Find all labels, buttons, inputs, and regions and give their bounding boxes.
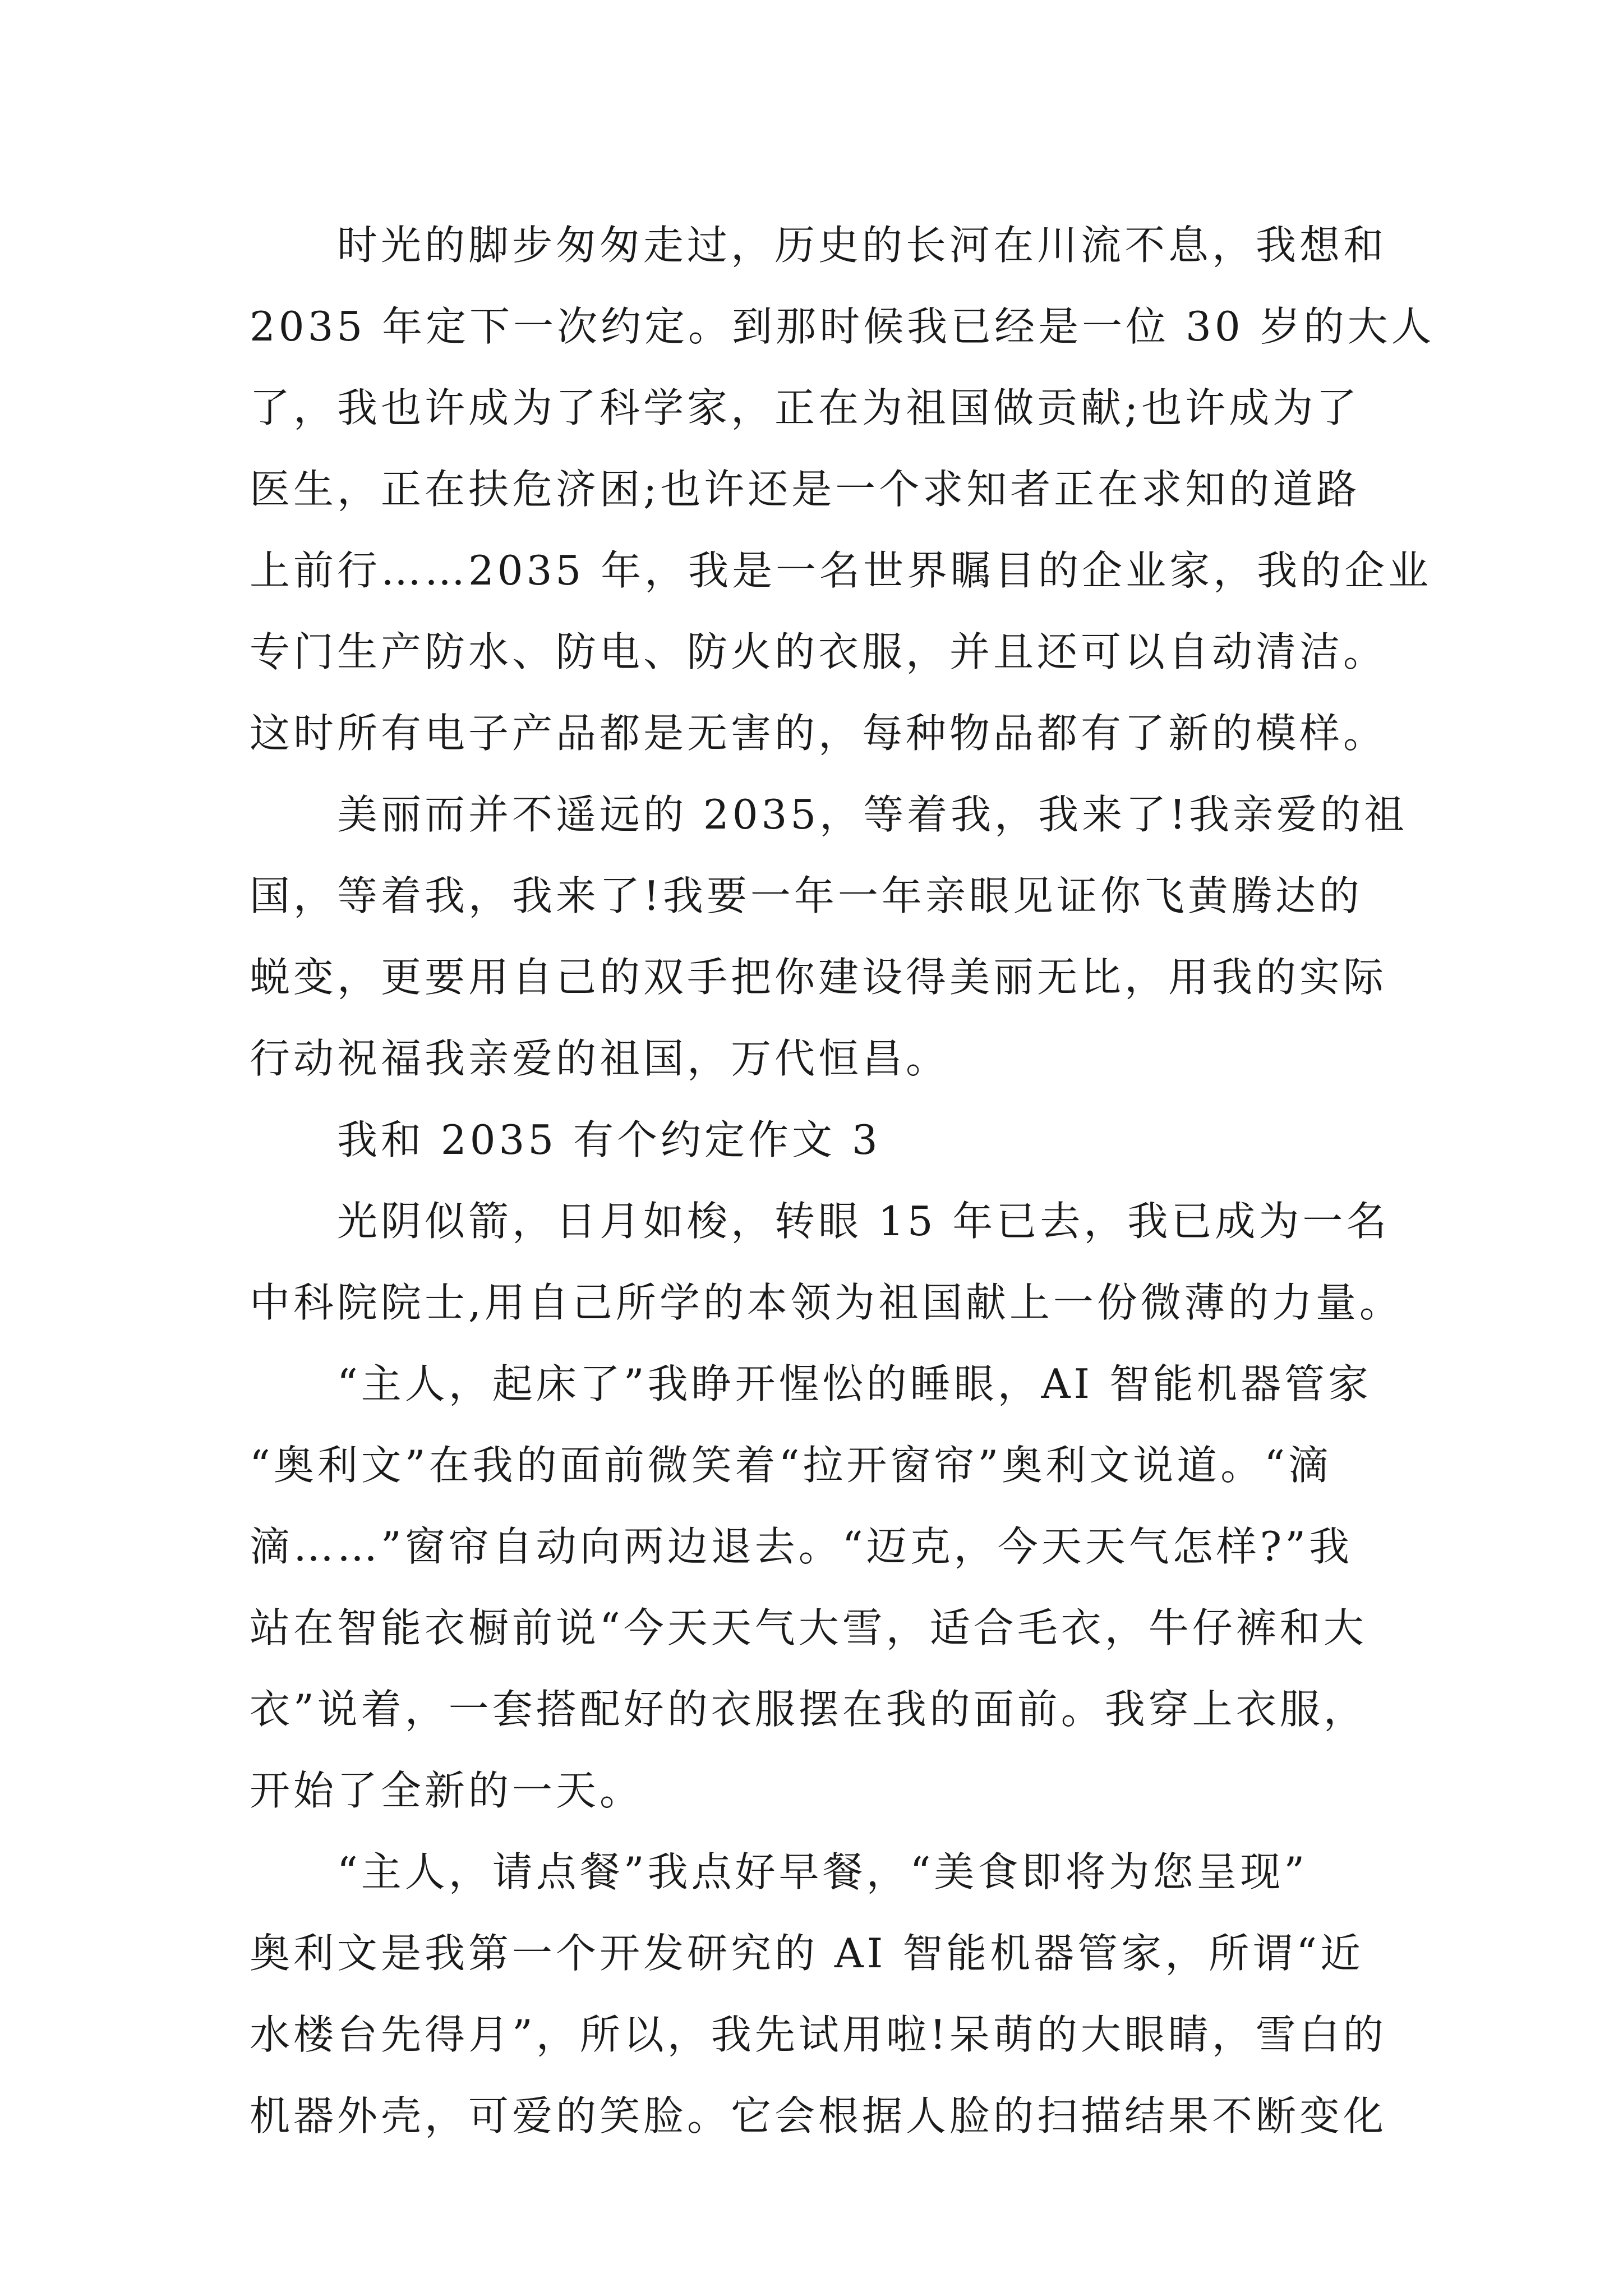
section-heading	[250, 1099, 1377, 1181]
text-line: “主人，起床了”我睁开惺忪的睡眼，AI 智能机器管家	[337, 1360, 1372, 1407]
document-body	[250, 205, 1435, 2157]
paragraph-3	[250, 1181, 1403, 1343]
text-line: 滴……”窗帘自动向两边退去。“迈克，今天天气怎样?”我	[250, 1523, 1353, 1570]
text-line: 上前行……2035 年，我是一名世界瞩目的企业家，我的企业	[250, 547, 1432, 594]
text-line: 专门生产防水、防电、防火的衣服，并且还可以自动清洁。	[250, 628, 1387, 675]
text-line: 了，我也许成为了科学家，正在为祖国做贡献;也许成为了	[250, 384, 1361, 431]
text-line: “主人，请点餐”我点好早餐，“美食即将为您呈现”	[337, 1848, 1308, 1895]
heading-text: 我和 2035 有个约定作文 3	[337, 1116, 881, 1163]
text-line: 开始了全新的一天。	[250, 1767, 644, 1814]
paragraph-2	[250, 774, 1408, 1099]
text-line: 美丽而并不遥远的 2035，等着我，我来了!我亲爱的祖	[337, 791, 1408, 838]
text-line: 水楼台先得月”，所以，我先试用啦!呆萌的大眼睛，雪白的	[250, 2011, 1387, 2058]
text-line: 2035 年定下一次约定。到那时候我已经是一位 30 岁的大人	[250, 303, 1435, 350]
text-line: 衣”说着，一套搭配好的衣服摆在我的面前。我穿上衣服，	[250, 1686, 1367, 1733]
text-line: 行动祝福我亲爱的祖国，万代恒昌。	[250, 1035, 950, 1082]
paragraph-1	[250, 205, 1435, 774]
text-line: 国，等着我，我来了!我要一年一年亲眼见证你飞黄腾达的	[250, 872, 1363, 919]
text-line: 蜕变，更要用自己的双手把你建设得美丽无比，用我的实际	[250, 954, 1387, 1001]
text-line: 时光的脚步匆匆走过，历史的长河在川流不息，我想和	[337, 222, 1387, 269]
text-line: 中科院院士,用自己所学的本领为祖国献上一份微薄的力量。	[250, 1279, 1403, 1326]
text-line: 站在智能衣橱前说“今天天气大雪，适合毛衣，牛仔裤和大	[250, 1604, 1367, 1651]
paragraph-4	[250, 1343, 1377, 1832]
text-line: “奥利文”在我的面前微笑着“拉开窗帘”奥利文说道。“滴	[250, 1442, 1332, 1489]
text-line: 这时所有电子产品都是无害的，每种物品都有了新的模样。	[250, 710, 1387, 757]
text-line: 医生，正在扶危济困;也许还是一个求知者正在求知的道路	[250, 466, 1361, 513]
paragraph-5	[250, 1832, 1387, 2157]
text-line: 光阴似箭，日月如梭，转眼 15 年已去，我已成为一名	[337, 1198, 1390, 1245]
text-line: 机器外壳，可爱的笑脸。它会根据人脸的扫描结果不断变化	[250, 2092, 1387, 2139]
text-line: 奥利文是我第一个开发研究的 AI 智能机器管家，所谓“近	[250, 1930, 1364, 1977]
